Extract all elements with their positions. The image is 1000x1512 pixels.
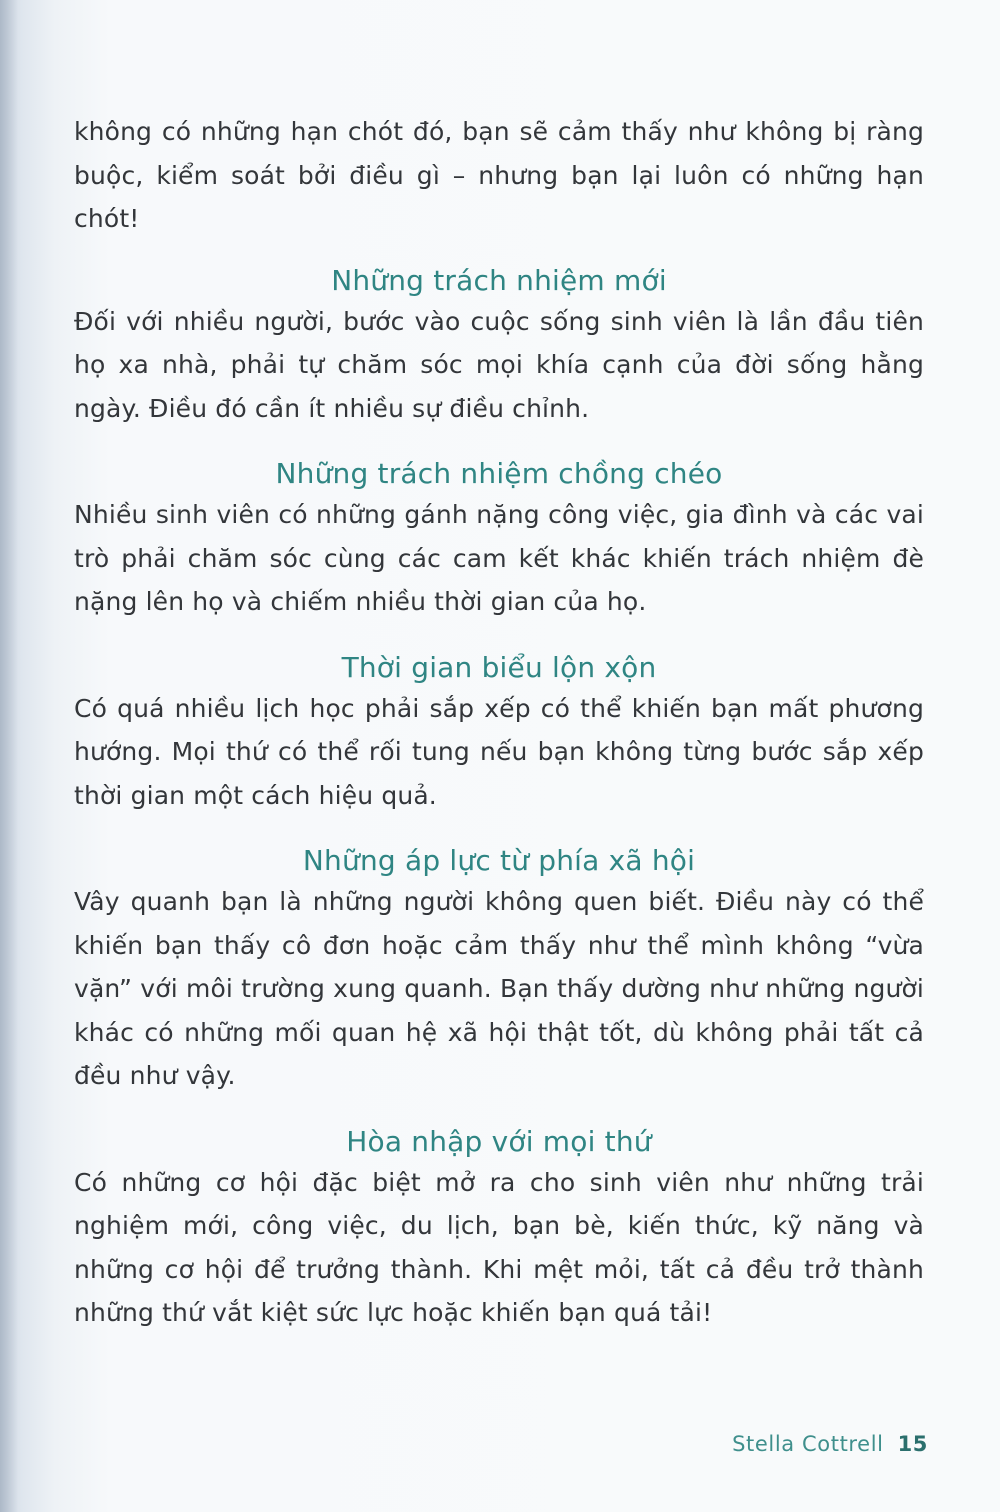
intro-paragraph: không có những hạn chót đó, bạn sẽ cảm thấy như không bị ràng buộc, kiểm soát bởi điều gì – nhưng bạn lại luôn có những hạn chót! bbox=[74, 117, 924, 233]
section-paragraph: Đối với nhiều người, bước vào cuộc sống sinh viên là lần đầu tiên họ xa nhà, phải tự chăm sóc mọi khía cạnh của đời sống hằng ngày. Điều đó cần ít nhiều sự điều chỉnh. bbox=[74, 306, 924, 423]
section-paragraph: Vây quanh bạn là những người không quen biết. Điều này có thể khiến bạn thấy cô đơn hoặc cảm thấy như thể mình không “vừa vặn” với môi trường xung quanh. Bạn thấy dường như những người khác có những mối quan hệ xã hội thật tốt, dù không phải tất cả đều như vậy. bbox=[74, 887, 924, 1090]
section-new-responsibilities bbox=[74, 263, 924, 299]
section-social-pressure bbox=[74, 843, 924, 879]
section-fitting-in bbox=[74, 1124, 924, 1160]
section-heading: Thời gian biểu lộn xộn bbox=[341, 650, 657, 684]
section-paragraph: Nhiều sinh viên có những gánh nặng công việc, gia đình và các vai trò phải chăm sóc cùng các cam kết khác khiến trách nhiệm đè nặng lên họ và chiếm nhiều thời gian của họ. bbox=[74, 500, 924, 616]
page-footer bbox=[732, 1432, 928, 1456]
section-overlapping-responsibilities bbox=[74, 456, 924, 492]
section-paragraph: Có quá nhiều lịch học phải sắp xếp có thể khiến bạn mất phương hướng. Mọi thứ có thể rối tung nếu bạn không từng bước sắp xếp thời gian một cách hiệu quả. bbox=[74, 693, 924, 810]
footer-author: Stella Cottrell bbox=[732, 1432, 884, 1456]
page-number: 15 bbox=[897, 1432, 928, 1456]
section-heading: Những trách nhiệm mới bbox=[331, 263, 667, 297]
page-gutter-shadow bbox=[0, 0, 18, 1512]
section-heading: Những áp lực từ phía xã hội bbox=[302, 844, 696, 877]
section-paragraph: Có những cơ hội đặc biệt mở ra cho sinh viên như những trải nghiệm mới, công việc, du lịch, bạn bè, kiến thức, kỹ năng và những cơ hội để trưởng thành. Khi mệt mỏi, tất cả đều trở thành những thứ vắt kiệt sức lực hoặc khiến bạn quá tải! bbox=[74, 1167, 924, 1327]
section-heading: Những trách nhiệm chồng chéo bbox=[275, 457, 723, 490]
page-content bbox=[74, 110, 924, 1335]
section-heading: Hòa nhập với mọi thứ bbox=[346, 1124, 652, 1158]
section-messy-schedule bbox=[74, 650, 924, 686]
